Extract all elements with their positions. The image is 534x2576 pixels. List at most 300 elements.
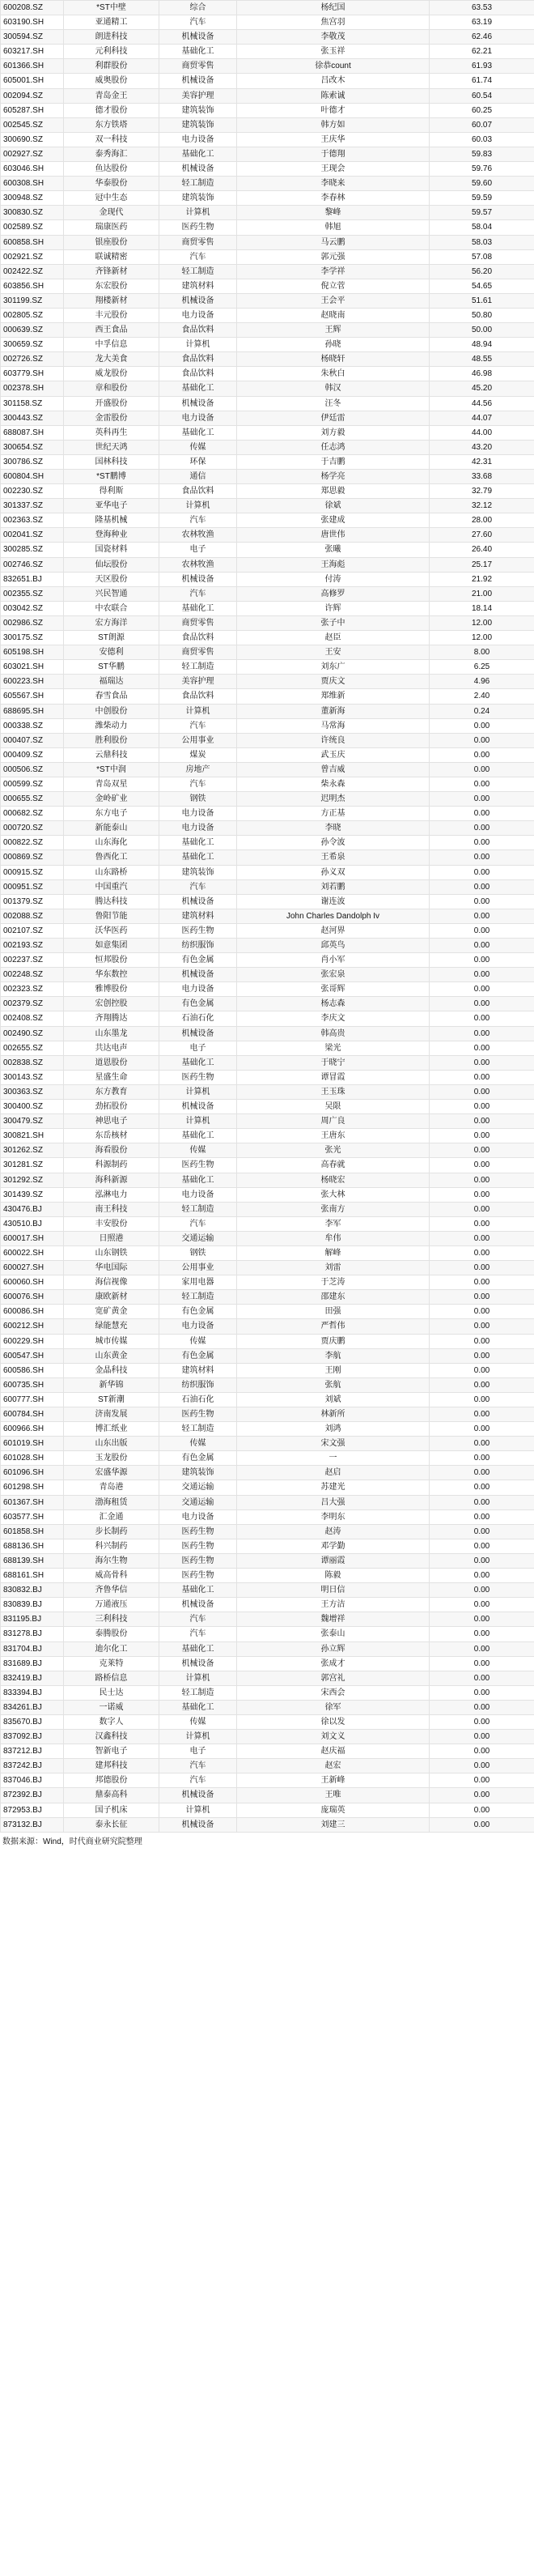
- table-row: [1, 117, 534, 132]
- cell-value: 0.00: [430, 1671, 534, 1685]
- cell-code: 601367.SH: [1, 1495, 64, 1509]
- cell-person: 王方洁: [237, 1598, 430, 1612]
- cell-value: 61.74: [430, 74, 534, 88]
- cell-industry: 基础化工: [159, 1055, 237, 1070]
- cell-industry: 商贸零售: [159, 235, 237, 249]
- cell-value: 0.00: [430, 1275, 534, 1290]
- cell-code: 300594.SZ: [1, 30, 64, 45]
- cell-industry: 医药生物: [159, 1070, 237, 1084]
- cell-name: 世纪天鸿: [64, 440, 159, 454]
- cell-name: 金现代: [64, 206, 159, 220]
- cell-industry: 计算机: [159, 1084, 237, 1099]
- cell-code: 688087.SH: [1, 425, 64, 440]
- table-row: [1, 1759, 534, 1773]
- table-row: [1, 367, 534, 381]
- cell-value: 0.00: [430, 968, 534, 982]
- cell-person: 张子中: [237, 615, 430, 630]
- table-row: [1, 1100, 534, 1114]
- cell-value: 25.17: [430, 557, 534, 572]
- cell-person: 韩汉: [237, 381, 430, 396]
- cell-code: 830832.BJ: [1, 1583, 64, 1598]
- cell-name: 国子机床: [64, 1803, 159, 1817]
- cell-name: 恒邦股份: [64, 953, 159, 968]
- cell-name: 中国重汽: [64, 879, 159, 894]
- cell-name: 劲拓股份: [64, 1100, 159, 1114]
- cell-value: 63.19: [430, 15, 534, 30]
- cell-industry: 建筑装饰: [159, 103, 237, 117]
- cell-name: 春雪食品: [64, 689, 159, 704]
- table-row: [1, 352, 534, 367]
- cell-code: 831195.BJ: [1, 1612, 64, 1627]
- cell-name: 科兴制药: [64, 1539, 159, 1553]
- cell-person: 邵建东: [237, 1290, 430, 1305]
- cell-person: 刘文义: [237, 1730, 430, 1744]
- cell-industry: 汽车: [159, 1773, 237, 1788]
- cell-value: 0.00: [430, 1158, 534, 1173]
- cell-value: 0.00: [430, 1187, 534, 1202]
- cell-value: 12.00: [430, 615, 534, 630]
- table-row: [1, 1714, 534, 1729]
- cell-name: 泰腾股份: [64, 1627, 159, 1641]
- cell-value: 0.00: [430, 1656, 534, 1671]
- cell-code: 002363.SZ: [1, 513, 64, 528]
- cell-name: 翔楼新材: [64, 293, 159, 308]
- cell-person: 谭丽霞: [237, 1553, 430, 1568]
- cell-industry: 商贸零售: [159, 59, 237, 74]
- table-row: [1, 132, 534, 147]
- cell-name: 威奥股份: [64, 74, 159, 88]
- table-row: [1, 528, 534, 543]
- cell-industry: 汽车: [159, 718, 237, 733]
- cell-name: 中孚信息: [64, 338, 159, 352]
- cell-code: 000869.SZ: [1, 850, 64, 865]
- cell-code: 300143.SZ: [1, 1070, 64, 1084]
- cell-value: 0.00: [430, 1143, 534, 1158]
- cell-industry: 计算机: [159, 206, 237, 220]
- cell-person: 郭元强: [237, 249, 430, 264]
- cell-code: 600076.SH: [1, 1290, 64, 1305]
- cell-industry: 计算机: [159, 704, 237, 718]
- table-row: [1, 1275, 534, 1290]
- cell-value: 50.00: [430, 323, 534, 338]
- cell-code: 002248.SZ: [1, 968, 64, 982]
- cell-person: 张大林: [237, 1187, 430, 1202]
- cell-industry: 电力设备: [159, 308, 237, 322]
- cell-industry: 电子: [159, 543, 237, 557]
- cell-industry: 食品饮料: [159, 367, 237, 381]
- table-row: [1, 1627, 534, 1641]
- cell-code: 600212.SH: [1, 1319, 64, 1334]
- table-row: [1, 1041, 534, 1055]
- cell-industry: 机械设备: [159, 1026, 237, 1041]
- cell-industry: 传媒: [159, 1143, 237, 1158]
- cell-code: 301262.SZ: [1, 1143, 64, 1158]
- cell-person: 邓学勤: [237, 1539, 430, 1553]
- cell-name: 星盛生命: [64, 1070, 159, 1084]
- cell-industry: 医药生物: [159, 1569, 237, 1583]
- cell-name: 金岭矿业: [64, 792, 159, 807]
- cell-code: 300443.SZ: [1, 411, 64, 425]
- cell-industry: 传媒: [159, 440, 237, 454]
- cell-name: 沃华医药: [64, 923, 159, 938]
- cell-name: 开盛股份: [64, 396, 159, 411]
- table-row: [1, 1114, 534, 1129]
- cell-code: 600586.SH: [1, 1363, 64, 1377]
- cell-name: 东方电子: [64, 807, 159, 821]
- cell-code: 001379.SZ: [1, 894, 64, 909]
- cell-value: 0.00: [430, 1495, 534, 1509]
- cell-code: 301439.SZ: [1, 1187, 64, 1202]
- cell-person: 马常海: [237, 718, 430, 733]
- cell-name: 云鼎科技: [64, 747, 159, 762]
- cell-code: 300654.SZ: [1, 440, 64, 454]
- cell-value: 0.00: [430, 836, 534, 850]
- cell-name: 福瑞达: [64, 675, 159, 689]
- cell-code: 002927.SZ: [1, 147, 64, 161]
- cell-name: 华东数控: [64, 968, 159, 982]
- cell-code: 300830.SZ: [1, 206, 64, 220]
- cell-code: 300175.SZ: [1, 631, 64, 645]
- cell-code: 002726.SZ: [1, 352, 64, 367]
- cell-name: *ST中壁: [64, 1, 159, 15]
- table-row: [1, 1480, 534, 1495]
- cell-industry: 轻工制造: [159, 264, 237, 279]
- table-row: [1, 264, 534, 279]
- cell-industry: 交通运输: [159, 1495, 237, 1509]
- table-row: [1, 1598, 534, 1612]
- cell-industry: 医药生物: [159, 1539, 237, 1553]
- cell-value: 33.68: [430, 470, 534, 484]
- cell-industry: 轻工制造: [159, 1290, 237, 1305]
- table-row: [1, 615, 534, 630]
- cell-person: 杨纪国: [237, 1, 430, 15]
- cell-industry: 有色金属: [159, 997, 237, 1011]
- cell-person: 许辉: [237, 601, 430, 615]
- cell-name: 齐翔腾达: [64, 1011, 159, 1026]
- cell-name: *ST鹏博: [64, 470, 159, 484]
- cell-value: 0.00: [430, 1553, 534, 1568]
- cell-person: 杨学亮: [237, 470, 430, 484]
- cell-person: 高修罗: [237, 586, 430, 601]
- cell-code: 002408.SZ: [1, 1011, 64, 1026]
- cell-industry: 食品饮料: [159, 631, 237, 645]
- cell-value: 0.00: [430, 1114, 534, 1129]
- cell-person: 张航: [237, 1377, 430, 1392]
- cell-value: 51.61: [430, 293, 534, 308]
- cell-name: 胜利股份: [64, 733, 159, 747]
- cell-person: 贾庆鹏: [237, 1334, 430, 1348]
- table-row: [1, 1334, 534, 1348]
- cell-code: 300400.SZ: [1, 1100, 64, 1114]
- cell-name: 中农联合: [64, 601, 159, 615]
- cell-code: 601096.SH: [1, 1466, 64, 1480]
- cell-value: 44.56: [430, 396, 534, 411]
- cell-code: 830839.BJ: [1, 1598, 64, 1612]
- cell-value: 0.00: [430, 865, 534, 879]
- cell-value: 60.25: [430, 103, 534, 117]
- cell-name: 海看股份: [64, 1143, 159, 1158]
- cell-code: 000407.SZ: [1, 733, 64, 747]
- cell-person: 李学祥: [237, 264, 430, 279]
- table-row: [1, 381, 534, 396]
- cell-industry: 电子: [159, 1744, 237, 1759]
- cell-code: 603577.SH: [1, 1509, 64, 1524]
- cell-name: 宏盛华源: [64, 1466, 159, 1480]
- cell-industry: 有色金属: [159, 1451, 237, 1466]
- cell-code: 000338.SZ: [1, 718, 64, 733]
- cell-code: 002422.SZ: [1, 264, 64, 279]
- cell-name: 鲁西化工: [64, 850, 159, 865]
- table-row: [1, 1671, 534, 1685]
- cell-person: 韩方如: [237, 117, 430, 132]
- cell-value: 59.59: [430, 191, 534, 206]
- cell-name: 德才股份: [64, 103, 159, 117]
- cell-name: 齐鲁华信: [64, 1583, 159, 1598]
- table-row: [1, 206, 534, 220]
- cell-industry: 交通运输: [159, 1480, 237, 1495]
- cell-industry: 轻工制造: [159, 1422, 237, 1437]
- cell-name: 天区股份: [64, 572, 159, 586]
- cell-code: 002838.SZ: [1, 1055, 64, 1070]
- table-row: [1, 147, 534, 161]
- cell-person: 周广良: [237, 1114, 430, 1129]
- table-row: [1, 1744, 534, 1759]
- cell-value: 0.00: [430, 997, 534, 1011]
- cell-industry: 机械设备: [159, 572, 237, 586]
- cell-value: 60.07: [430, 117, 534, 132]
- cell-industry: 机械设备: [159, 396, 237, 411]
- cell-person: 伊廷雷: [237, 411, 430, 425]
- cell-value: 0.00: [430, 1319, 534, 1334]
- cell-name: 建邦科技: [64, 1759, 159, 1773]
- cell-code: 000655.SZ: [1, 792, 64, 807]
- cell-code: 600547.SH: [1, 1348, 64, 1363]
- cell-name: 雅博股份: [64, 982, 159, 997]
- cell-industry: 食品饮料: [159, 352, 237, 367]
- cell-value: 0.00: [430, 1627, 534, 1641]
- cell-person: 宋文强: [237, 1437, 430, 1451]
- cell-name: 鲁阳节能: [64, 909, 159, 923]
- table-row: [1, 718, 534, 733]
- cell-industry: 商贸零售: [159, 645, 237, 660]
- table-row: [1, 235, 534, 249]
- cell-person: 张成才: [237, 1656, 430, 1671]
- cell-code: 002490.SZ: [1, 1026, 64, 1041]
- table-row: [1, 425, 534, 440]
- cell-industry: 汽车: [159, 586, 237, 601]
- cell-name: 海尔生物: [64, 1553, 159, 1568]
- table-row: [1, 1261, 534, 1275]
- cell-value: 63.53: [430, 1, 534, 15]
- table-row: [1, 821, 534, 836]
- cell-code: 603046.SH: [1, 162, 64, 177]
- cell-industry: 机械设备: [159, 1656, 237, 1671]
- table-row: [1, 440, 534, 454]
- cell-code: 003042.SZ: [1, 601, 64, 615]
- cell-industry: 医药生物: [159, 1553, 237, 1568]
- cell-industry: 医药生物: [159, 220, 237, 235]
- cell-name: 安德利: [64, 645, 159, 660]
- cell-person: John Charles Dandolph Iv: [237, 909, 430, 923]
- cell-industry: 建筑装饰: [159, 191, 237, 206]
- cell-code: 831704.BJ: [1, 1641, 64, 1656]
- cell-industry: 美容护理: [159, 88, 237, 103]
- cell-industry: 基础化工: [159, 850, 237, 865]
- cell-value: 0.00: [430, 1173, 534, 1187]
- cell-person: 赵涛: [237, 1524, 430, 1539]
- cell-industry: 汽车: [159, 1759, 237, 1773]
- cell-name: 汉鑫科技: [64, 1730, 159, 1744]
- cell-value: 0.00: [430, 1509, 534, 1524]
- table-row: [1, 1422, 534, 1437]
- table-row: [1, 177, 534, 191]
- cell-value: 0.00: [430, 850, 534, 865]
- cell-person: 高春就: [237, 1158, 430, 1173]
- table-row: [1, 30, 534, 45]
- cell-person: 汪冬: [237, 396, 430, 411]
- cell-value: 0.00: [430, 1685, 534, 1700]
- cell-name: 山东出版: [64, 1437, 159, 1451]
- cell-industry: 医药生物: [159, 1407, 237, 1422]
- table-row: [1, 411, 534, 425]
- cell-industry: 食品饮料: [159, 689, 237, 704]
- cell-industry: 机械设备: [159, 1817, 237, 1832]
- table-row: [1, 1070, 534, 1084]
- cell-name: 国林科技: [64, 454, 159, 469]
- cell-value: 58.03: [430, 235, 534, 249]
- cell-industry: 基础化工: [159, 601, 237, 615]
- cell-code: 603190.SH: [1, 15, 64, 30]
- table-row: [1, 1524, 534, 1539]
- table-row: [1, 1305, 534, 1319]
- table-row: [1, 645, 534, 660]
- cell-industry: 通信: [159, 470, 237, 484]
- cell-person: 于晓宁: [237, 1055, 430, 1070]
- table-row: [1, 939, 534, 953]
- table-row: [1, 1583, 534, 1598]
- cell-code: 301199.SZ: [1, 293, 64, 308]
- cell-value: 0.00: [430, 1070, 534, 1084]
- cell-industry: 电力设备: [159, 1319, 237, 1334]
- cell-code: 300786.SZ: [1, 454, 64, 469]
- table-row: [1, 15, 534, 30]
- cell-person: 刘东广: [237, 660, 430, 675]
- cell-name: 神思电子: [64, 1114, 159, 1129]
- cell-value: 44.00: [430, 425, 534, 440]
- table-row: [1, 1437, 534, 1451]
- cell-industry: 农林牧渔: [159, 557, 237, 572]
- cell-industry: 电子: [159, 1041, 237, 1055]
- cell-person: 焦宫羽: [237, 15, 430, 30]
- cell-person: 付涛: [237, 572, 430, 586]
- cell-person: 李晓来: [237, 177, 430, 191]
- cell-value: 0.00: [430, 953, 534, 968]
- cell-value: 0.00: [430, 777, 534, 791]
- cell-industry: 公用事业: [159, 1261, 237, 1275]
- cell-industry: 汽车: [159, 1216, 237, 1231]
- cell-industry: 电力设备: [159, 807, 237, 821]
- table-row: [1, 997, 534, 1011]
- cell-person: 许统良: [237, 733, 430, 747]
- cell-value: 0.00: [430, 1598, 534, 1612]
- cell-industry: 计算机: [159, 1730, 237, 1744]
- cell-name: 克莱特: [64, 1656, 159, 1671]
- cell-code: 002355.SZ: [1, 586, 64, 601]
- cell-name: 海科新源: [64, 1173, 159, 1187]
- cell-industry: 石油石化: [159, 1011, 237, 1026]
- cell-value: 0.00: [430, 1730, 534, 1744]
- cell-code: 831278.BJ: [1, 1627, 64, 1641]
- cell-code: 603779.SH: [1, 367, 64, 381]
- cell-person: 王玉珠: [237, 1084, 430, 1099]
- cell-person: 严哲伟: [237, 1319, 430, 1334]
- table-row: [1, 1245, 534, 1260]
- cell-code: 605198.SH: [1, 645, 64, 660]
- cell-code: 000682.SZ: [1, 807, 64, 821]
- cell-industry: 汽车: [159, 777, 237, 791]
- cell-industry: 电力设备: [159, 982, 237, 997]
- cell-industry: 纺织服饰: [159, 1377, 237, 1392]
- cell-code: 002589.SZ: [1, 220, 64, 235]
- cell-name: ST新潮: [64, 1392, 159, 1407]
- cell-name: 联诚精密: [64, 249, 159, 264]
- cell-code: 000409.SZ: [1, 747, 64, 762]
- table-row: [1, 279, 534, 293]
- cell-person: 赵臣: [237, 631, 430, 645]
- cell-name: 迪尔化工: [64, 1641, 159, 1656]
- cell-industry: 基础化工: [159, 1173, 237, 1187]
- cell-code: 002986.SZ: [1, 615, 64, 630]
- cell-value: 0.00: [430, 879, 534, 894]
- cell-value: 0.00: [430, 1334, 534, 1348]
- table-row: [1, 704, 534, 718]
- cell-industry: 轻工制造: [159, 660, 237, 675]
- table-row: [1, 572, 534, 586]
- cell-person: 李敬茂: [237, 30, 430, 45]
- cell-name: 泰永长征: [64, 1817, 159, 1832]
- cell-value: 59.83: [430, 147, 534, 161]
- cell-code: 002746.SZ: [1, 557, 64, 572]
- cell-person: 于德翔: [237, 147, 430, 161]
- cell-code: 600858.SH: [1, 235, 64, 249]
- cell-person: 张玉祥: [237, 45, 430, 59]
- cell-person: 郑维新: [237, 689, 430, 704]
- table-row: [1, 792, 534, 807]
- cell-value: 0.00: [430, 1451, 534, 1466]
- cell-person: 张宏泉: [237, 968, 430, 982]
- cell-code: 601298.SH: [1, 1480, 64, 1495]
- cell-code: 600208.SZ: [1, 1, 64, 15]
- cell-person: 张建成: [237, 513, 430, 528]
- cell-value: 48.55: [430, 352, 534, 367]
- table-row: [1, 836, 534, 850]
- cell-person: 曾吉威: [237, 762, 430, 777]
- table-row: [1, 191, 534, 206]
- cell-name: 金晶科技: [64, 1363, 159, 1377]
- cell-value: 0.00: [430, 1539, 534, 1553]
- cell-industry: 机械设备: [159, 1100, 237, 1114]
- cell-name: 山东路桥: [64, 865, 159, 879]
- cell-code: 605567.SH: [1, 689, 64, 704]
- cell-value: 0.00: [430, 1041, 534, 1055]
- cell-name: 共达电声: [64, 1041, 159, 1055]
- cell-value: 0.00: [430, 1231, 534, 1245]
- cell-person: 宋西会: [237, 1685, 430, 1700]
- cell-name: 汇金通: [64, 1509, 159, 1524]
- cell-code: 000506.SZ: [1, 762, 64, 777]
- table-row: [1, 1685, 534, 1700]
- cell-code: 600027.SH: [1, 1261, 64, 1275]
